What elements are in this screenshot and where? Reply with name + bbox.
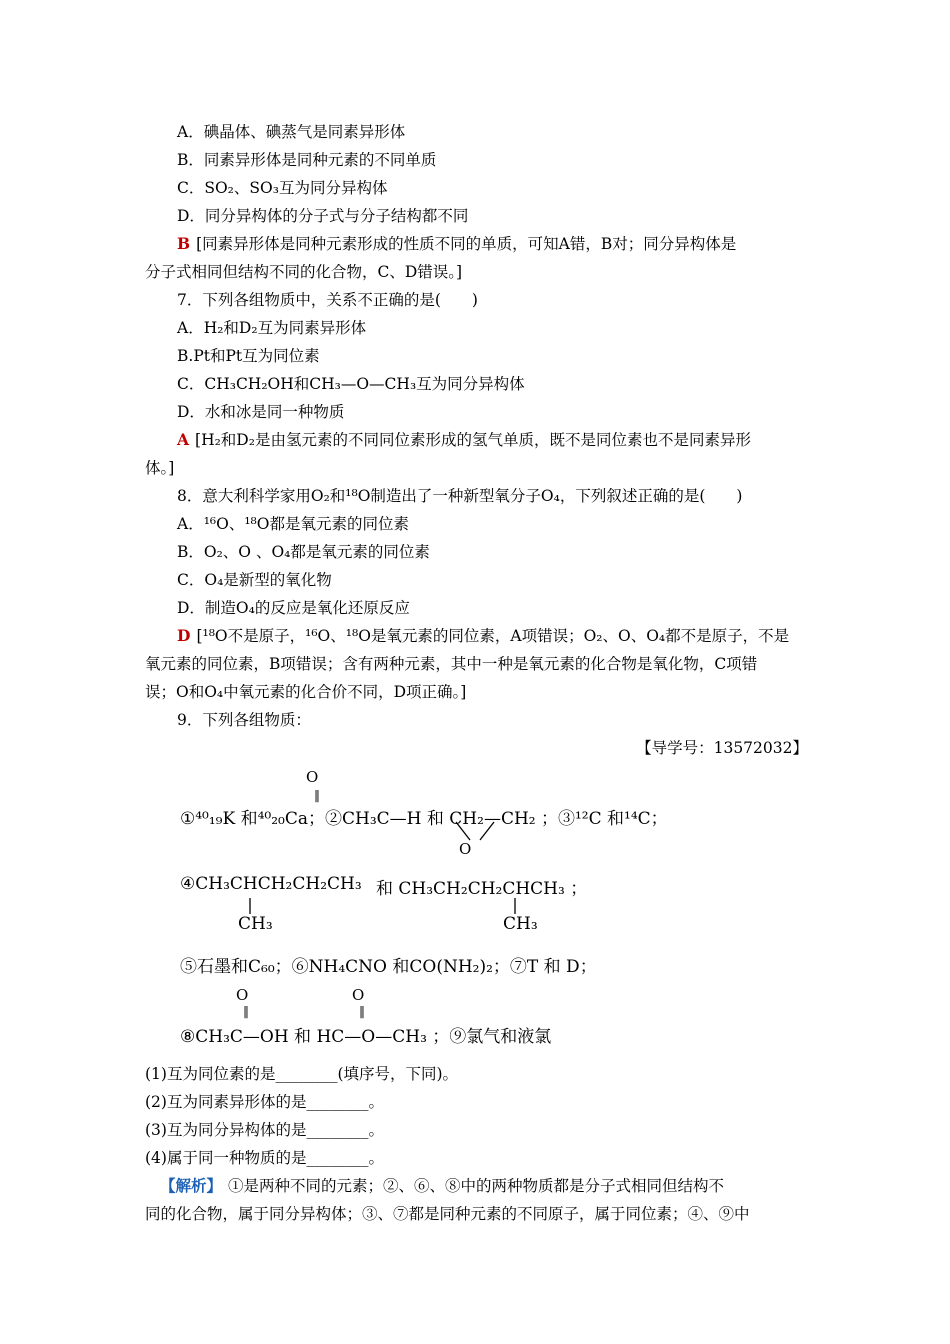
- analysis-tag: 【解析】: [160, 1176, 223, 1195]
- methyl-bonds: [180, 896, 720, 916]
- carbonyl-oxygen: O: [236, 986, 249, 1004]
- sub-question-3: (3)互为同分异构体的是________。: [145, 1121, 384, 1139]
- option-a: A．¹⁶O、¹⁸O都是氧元素的同位素: [177, 515, 409, 533]
- answer-line: D [¹⁸O不是原子，¹⁶O、¹⁸O是氧元素的同位素，A项错误；O₂、O、O₄都不是原子，不是: [177, 626, 790, 645]
- methyl-branch: CH₃: [238, 914, 273, 934]
- formula-row-1: ①⁴⁰₁₉K 和⁴⁰₂₀Ca；②CH₃C—H 和 CH₂—CH₂ ；③¹²C 和¹⁴C；: [180, 809, 668, 829]
- answer-letter: D: [177, 626, 191, 645]
- option-b: B.Pt和Pt互为同位素: [177, 347, 320, 365]
- guide-number: 【导学号：13572032】: [636, 739, 808, 757]
- option-c: C．O₄是新型的氧化物: [177, 571, 332, 589]
- option-b: B．O₂、O 、O₄都是氧元素的同位素: [177, 543, 430, 561]
- explanation-line: 氧元素的同位素，B项错误；含有两种元素，其中一种是氧元素的化合物是氧化物，C项错: [145, 655, 758, 673]
- epoxide-ring: [450, 818, 500, 852]
- sub-question-1: (1)互为同位素的是________(填序号，下同)。: [145, 1065, 459, 1083]
- question-7: 7．下列各组物质中，关系不正确的是( ): [177, 291, 478, 309]
- option-d: D．水和冰是同一种物质: [177, 403, 345, 421]
- formula-row-2a: ④CH₃CHCH₂CH₂CH₃: [180, 874, 362, 894]
- formula-figure: [180, 768, 720, 1058]
- analysis-line: 【解析】 ①是两种不同的元素；②、⑥、⑧中的两种物质都是分子式相同但结构不: [160, 1176, 725, 1195]
- answer-line: B [同素异形体是同种元素形成的性质不同的单质，可知A错，B对；同分异构体是: [177, 234, 737, 253]
- double-bond: ‖: [243, 1004, 249, 1018]
- option-c: C．SO₂、SO₃互为同分异构体: [177, 179, 388, 197]
- methyl-branch: CH₃: [503, 914, 538, 934]
- option-d: D．同分异构体的分子式与分子结构都不同: [177, 207, 469, 225]
- carbonyl-oxygen: O: [306, 768, 319, 786]
- formula-row-2b: 和 CH₃CH₂CH₂CHCH₃ ；: [376, 879, 588, 899]
- epoxide-oxygen: O: [459, 840, 472, 858]
- formula-row-3: ⑤石墨和C₆₀；⑥NH₄CNO 和CO(NH₂)₂；⑦T 和 D；: [180, 957, 597, 977]
- explanation-line: 分子式相同但结构不同的化合物，C、D错误。]: [145, 263, 463, 281]
- analysis-line: 同的化合物，属于同分异构体；③、⑦都是同种元素的不同原子，属于同位素；④、⑨中: [145, 1205, 750, 1223]
- option-c: C．CH₃CH₂OH和CH₃—O—CH₃互为同分异构体: [177, 375, 525, 393]
- answer-letter: B: [177, 234, 191, 253]
- sub-question-4: (4)属于同一种物质的是________。: [145, 1149, 384, 1167]
- question-8: 8．意大利科学家用O₂和¹⁸O制造出了一种新型氧分子O₄，下列叙述正确的是( ): [177, 487, 743, 505]
- double-bond: ‖: [359, 1004, 365, 1018]
- answer-line: A [H₂和D₂是由氢元素的不同同位素形成的氢气单质，既不是同位素也不是同素异形: [177, 430, 751, 449]
- option-b: B．同素异形体是同种元素的不同单质: [177, 151, 437, 169]
- double-bond: ‖: [314, 788, 320, 802]
- option-a: A．碘晶体、碘蒸气是同素异形体: [177, 123, 406, 141]
- option-d: D．制造O₄的反应是氧化还原反应: [177, 599, 410, 617]
- explanation-line: 体。]: [145, 459, 175, 477]
- carbonyl-oxygen: O: [352, 986, 365, 1004]
- explanation-line: 误；O和O₄中氧元素的化合价不同，D项正确。]: [145, 683, 467, 701]
- option-a: A．H₂和D₂互为同素异形体: [177, 319, 367, 337]
- sub-question-2: (2)互为同素异形体的是________。: [145, 1093, 384, 1111]
- question-9: 9．下列各组物质：: [177, 711, 311, 729]
- formula-row-4: ⑧CH₃C—OH 和 HC—O—CH₃ ；⑨氯气和液氯: [180, 1027, 552, 1047]
- answer-letter: A: [177, 430, 190, 449]
